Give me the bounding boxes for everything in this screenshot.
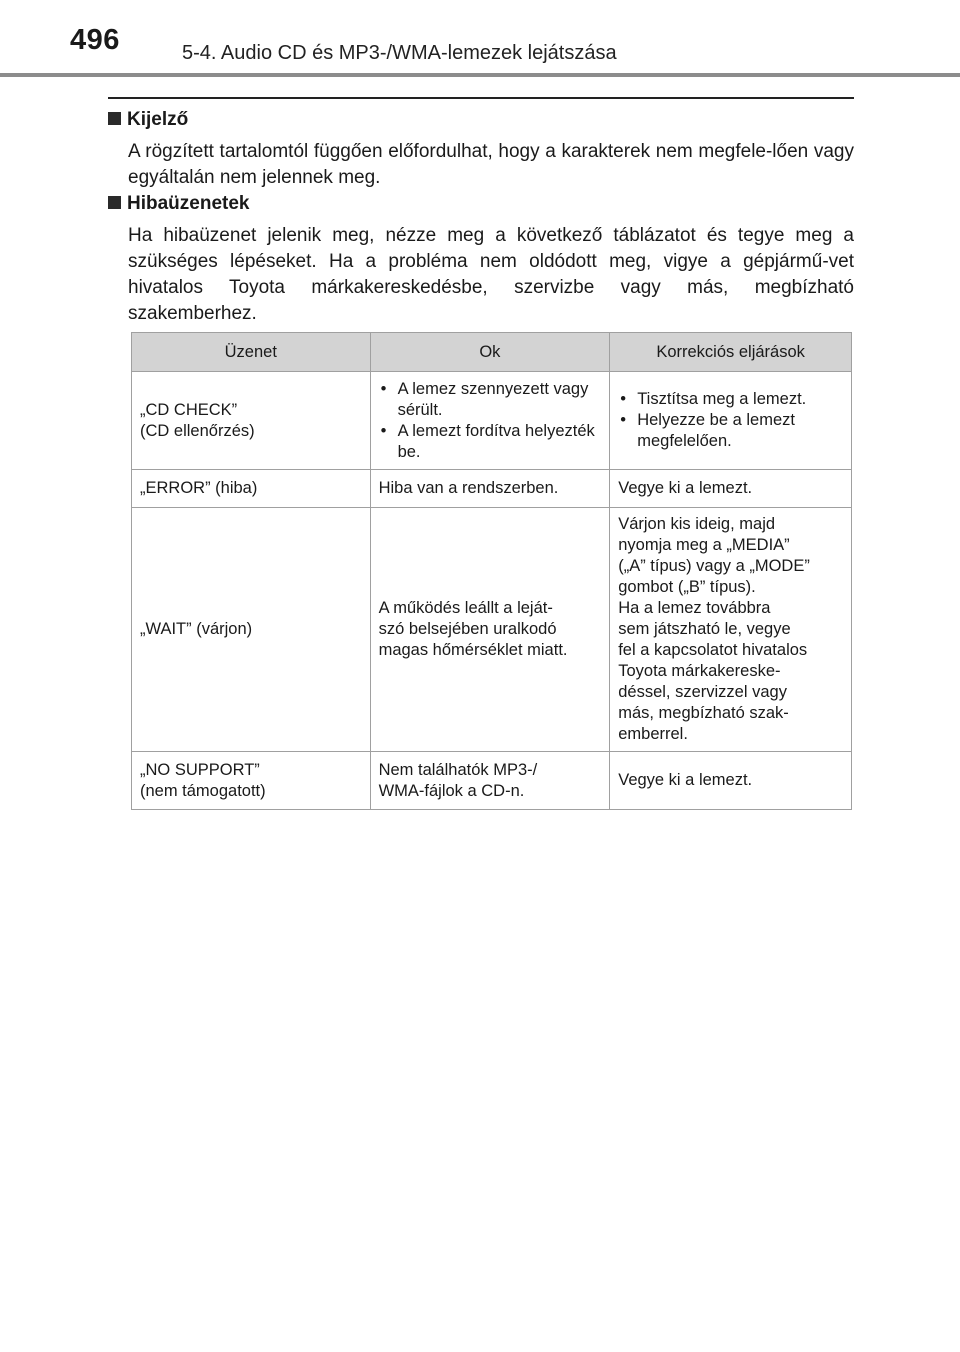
list-item: • Tisztítsa meg a lemezt.	[618, 389, 843, 410]
section-heading	[108, 191, 854, 217]
table-row	[132, 508, 852, 752]
section-body: Ha hibaüzenet jelenik meg, nézze meg a következő táblázatot és tegye meg a szükséges lépéseket. Ha a probléma nem oldódott meg, vigye a gépjármű-vet hivatalos Toyota márkakereskedésbe, szervizbe vagy más, megbízható szakemberhez.	[128, 225, 854, 324]
column-header-cause: Ok	[370, 333, 610, 372]
cell-cause: A működés leállt a leját- szó belsejében uralkodó magas hőmérséklet miatt.	[370, 508, 610, 752]
section-heading-text: Kijelző	[127, 109, 189, 130]
section-body: A rögzített tartalomtól függően előfordulhat, hogy a karakterek nem megfele-lően vagy egyáltalán nem jelennek meg.	[128, 141, 854, 188]
cell-message: „CD CHECK” (CD ellenőrzés)	[132, 372, 371, 470]
table-row	[132, 752, 852, 810]
fix-list	[618, 389, 843, 452]
page-header	[0, 0, 960, 80]
chapter-title: 5-4. Audio CD és MP3-/WMA-lemezek lejátszása	[182, 42, 617, 64]
table-header-row	[132, 333, 852, 372]
square-bullet-icon	[108, 112, 121, 125]
cause-list	[379, 379, 602, 463]
section-heading	[108, 107, 854, 133]
section-divider	[108, 97, 854, 99]
cell-fix	[610, 372, 852, 470]
list-item: • Helyezze be a lemezt megfelelően.	[618, 410, 843, 452]
square-bullet-icon	[108, 196, 121, 209]
cell-message: „NO SUPPORT” (nem támogatott)	[132, 752, 371, 810]
cell-fix: Várjon kis ideig, majd nyomja meg a „MEDIA” („A” típus) vagy a „MODE” gombot („B” típus). Ha a lemez továbbra sem játszható le, vegye fel a kapcsolatot hivatalos Toyota márkakereske- déssel, szervizzel vagy más, megbízható szak- emberrel.	[610, 508, 852, 752]
column-header-message: Üzenet	[132, 333, 371, 372]
cell-cause	[370, 372, 610, 470]
table-row	[132, 372, 852, 470]
section-display	[108, 107, 854, 191]
cell-message: „WAIT” (várjon)	[132, 508, 371, 752]
page-number: 496	[70, 24, 120, 56]
cell-message: „ERROR” (hiba)	[132, 470, 371, 508]
error-message-table	[131, 332, 852, 810]
list-item: • A lemezt fordítva helyezték be.	[379, 421, 602, 463]
column-header-fix: Korrekciós eljárások	[610, 333, 852, 372]
list-item: • A lemez szennyezett vagy sérült.	[379, 379, 602, 421]
cell-fix: Vegye ki a lemezt.	[610, 470, 852, 508]
section-error-messages	[108, 191, 854, 327]
header-rule	[0, 73, 960, 77]
cell-fix: Vegye ki a lemezt.	[610, 752, 852, 810]
section-heading-text: Hibaüzenetek	[127, 193, 250, 214]
table-row	[132, 470, 852, 508]
cell-cause: Nem találhatók MP3-/ WMA-fájlok a CD-n.	[370, 752, 610, 810]
cell-cause: Hiba van a rendszerben.	[370, 470, 610, 508]
